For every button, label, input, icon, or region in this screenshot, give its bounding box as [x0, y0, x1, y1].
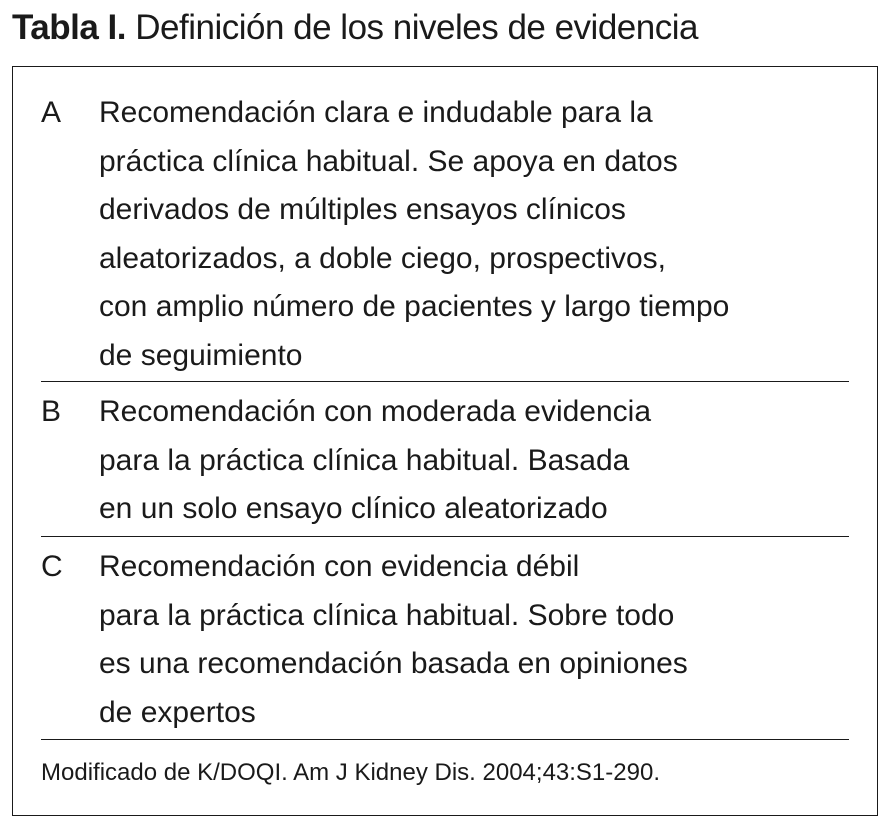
evidence-table: [12, 66, 878, 816]
table-title: [12, 6, 698, 50]
evidence-row-b: [41, 388, 849, 534]
description-line: en un solo ensayo clínico aleatorizado: [99, 492, 608, 525]
description-line: Recomendación con evidencia débil: [99, 550, 580, 583]
evidence-row-a: [41, 89, 849, 380]
description-line: para la práctica clínica habitual. Basada: [99, 443, 630, 477]
description-line: con amplio número de pacientes y largo tiempo: [99, 290, 730, 323]
evidence-level: A: [41, 96, 62, 129]
description-line: de seguimiento: [99, 338, 303, 372]
table-caption: Definición de los niveles de evidencia: [135, 8, 698, 47]
description-line: Recomendación clara e indudable para la: [99, 96, 653, 129]
description-line: aleatorizados, a doble ciego, prospectivos,: [99, 241, 667, 275]
evidence-row-c: [41, 543, 849, 737]
description-line: derivados de múltiples ensayos clínicos: [99, 193, 626, 226]
description-line: de expertos: [99, 695, 256, 729]
table-label: Tabla I.: [12, 8, 126, 47]
description-line: práctica clínica habitual. Se apoya en datos: [99, 144, 678, 178]
source-footnote: Modificado de K/DOQI. Am J Kidney Dis. 2004;43:S1-290.: [41, 759, 660, 786]
description-line: es una recomendación basada en opiniones: [99, 647, 688, 680]
evidence-description: [99, 543, 839, 737]
evidence-level: B: [41, 395, 62, 428]
description-line: para la práctica clínica habitual. Sobre todo: [99, 598, 675, 632]
row-divider: [41, 381, 849, 382]
row-divider: [41, 739, 849, 740]
row-divider: [41, 536, 849, 537]
description-line: Recomendación con moderada evidencia: [99, 395, 652, 428]
evidence-description: [99, 388, 839, 534]
evidence-level: C: [41, 550, 63, 583]
evidence-description: [99, 89, 839, 380]
